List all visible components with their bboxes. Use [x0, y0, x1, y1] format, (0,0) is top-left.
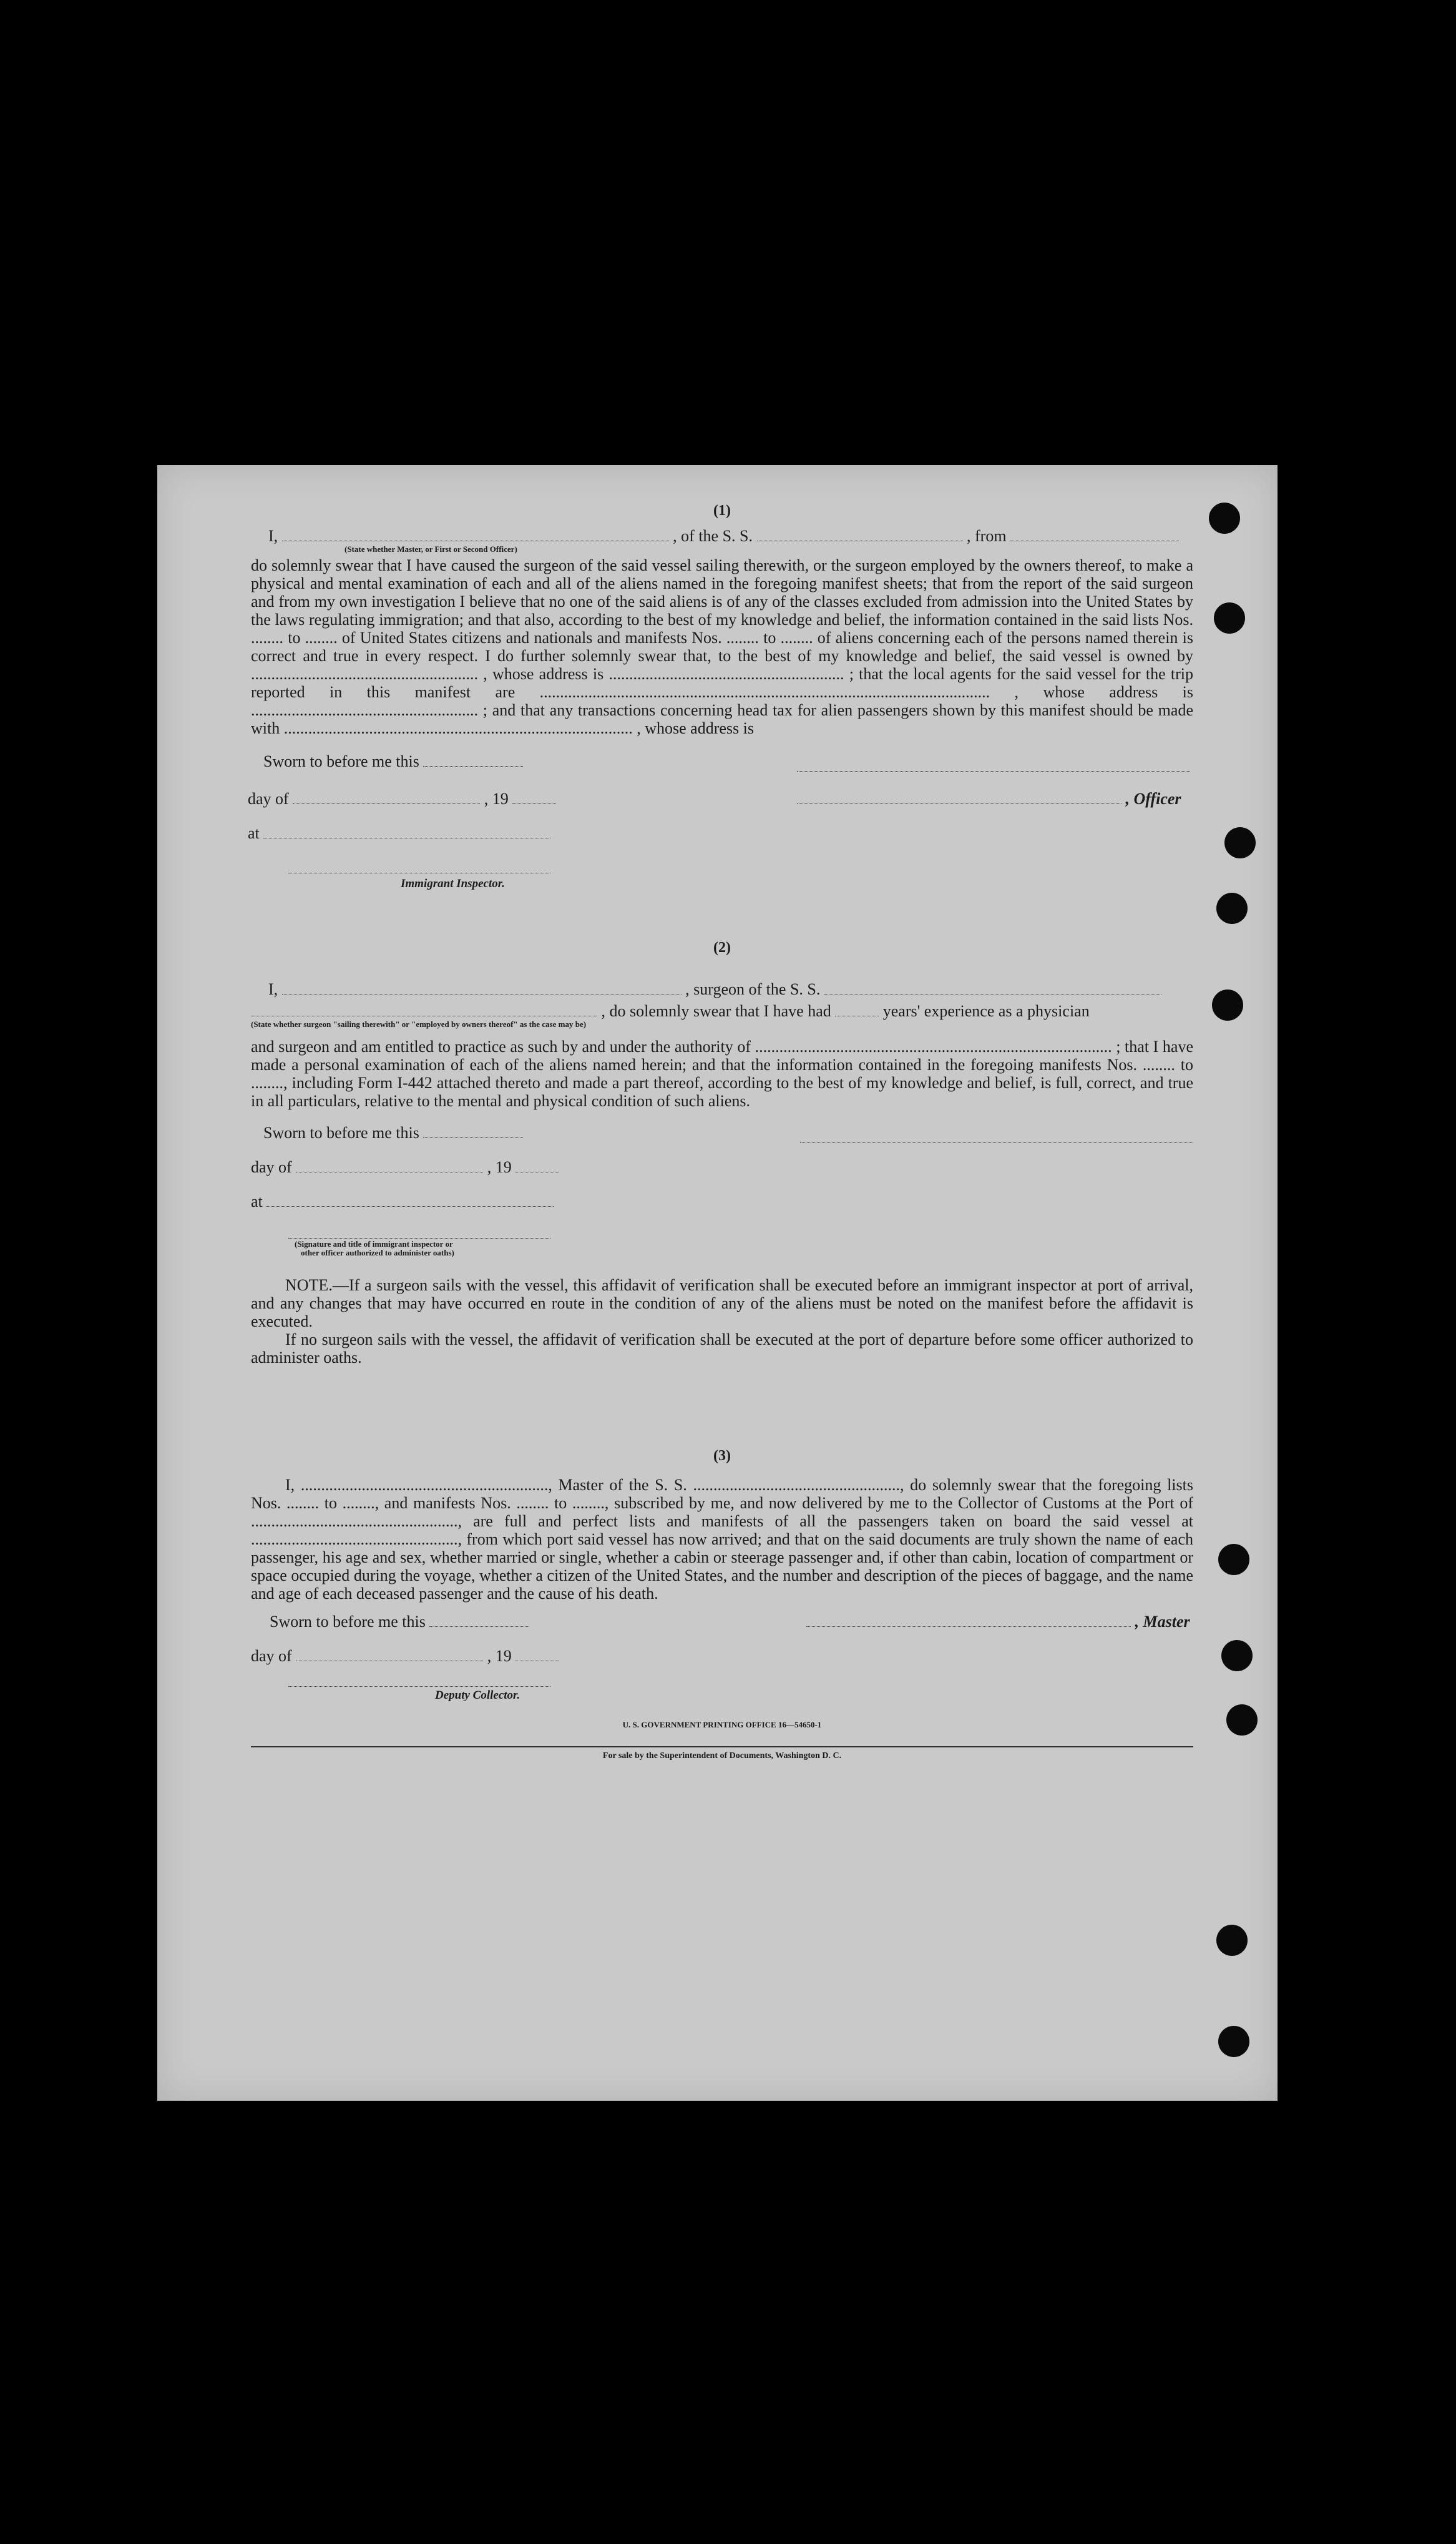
day-of-line: day of , 19 — [248, 790, 556, 808]
note2-paragraph: If no surgeon sails with the vessel, the affidavit of verification shall be executed at the port of departure before some officer authorized to administer oaths. — [251, 1330, 1193, 1367]
punch-hole — [1216, 893, 1248, 924]
section3-signature-block: Sworn to before me this , Master day of , 19 Deputy Collector. — [251, 1613, 1190, 1702]
note-paragraph: NOTE.—If a surgeon sails with the vessel, this affidavit of verification shall be executed before an immigrant inspector at port of arrival, and any changes that may have occurred en route in the condition of any of the aliens must be noted on the manifest before the affidavit is executed. — [251, 1276, 1193, 1330]
punch-hole — [1226, 1704, 1258, 1736]
punch-hole — [1212, 990, 1243, 1021]
section-number: (1) — [713, 503, 731, 519]
section3-body: I, ............................................................., Master of the S. S. ..................................................., do solemnly swear that the foregoing lists Nos. ........ to ........, and manifests Nos. ........ to ........, subscribed by me, and now delivered by me to the Collector of Customs at the Port of ..................................................., are full and perfect lists and manifests of all the passengers taken on board the said vessel at ..................................................., from which port said vessel has now arrived; and that on the said documents are truly shown the name of each passenger, his age and sex, whether married or single, whether a cabin or steerage passenger and, if other than cabin, location of compartment or space occupied during the voyage, whether a citizen of the United States, and the number and description of the pieces of baggage, and the name and age of each deceased passenger and the cause of his death. — [251, 1476, 1193, 1603]
officer-line — [251, 527, 1193, 545]
from-label: , from — [967, 527, 1007, 545]
section-number: (3) — [713, 1448, 731, 1464]
punch-hole — [1221, 1640, 1253, 1671]
section2-signature-block: Sworn to before me this day of , 19 at (Signature and title of immigrant inspector or other officer authorized to administer oaths) — [251, 1124, 1193, 1274]
from-port-line — [1010, 529, 1179, 541]
master-signature-line: , Master — [806, 1613, 1190, 1631]
pronoun: I, — [268, 527, 278, 545]
manifest-page — [157, 465, 1278, 2101]
deputy-caption: Deputy Collector. — [435, 1689, 520, 1702]
officer-note: (State whether Master, or First or Second Officer) — [344, 544, 517, 554]
surgeon-experience-line: , do solemnly swear that I have had years' experience as a physician — [251, 1002, 1193, 1020]
gpo-imprint: U. S. GOVERNMENT PRINTING OFFICE 16—54650-1 — [622, 1720, 822, 1729]
sig-caption: (Signature and title of immigrant inspector or other officer authorized to administer oaths) — [295, 1239, 454, 1257]
punch-hole — [1216, 1925, 1248, 1956]
footer-rule — [251, 1746, 1193, 1747]
ship-name-line — [757, 529, 963, 541]
at-line: at — [248, 824, 550, 842]
officer-title-line: , Officer — [797, 790, 1181, 808]
sale-imprint: For sale by the Superintendent of Documents, Washington D. C. — [602, 1751, 842, 1761]
inspector-caption: Immigrant Inspector. — [401, 877, 505, 890]
affidavit-document — [248, 503, 1193, 1761]
punch-hole — [1224, 827, 1256, 858]
surgeon-signature-line — [800, 1131, 1193, 1143]
section2-body: and surgeon and am entitled to practice as such by and under the authority of ........................................................................................ ; that I have made a personal examination of each of the aliens named herein; and that the information contained in the foregoing manifests Nos. ........ to ........, including Form I-442 attached thereto and made a part thereof, according to the best of my knowledge and belief, is full, correct, and true in all particulars, relative to the mental and physical condition of such aliens. — [251, 1038, 1193, 1110]
punch-hole — [1214, 602, 1245, 634]
punch-hole — [1218, 2026, 1249, 2057]
section1-signature-block — [248, 752, 1193, 908]
inspector-signature-line — [288, 862, 550, 873]
officer-signature-line — [797, 760, 1190, 772]
sworn-line: Sworn to before me this — [263, 752, 523, 770]
punch-hole — [1218, 1544, 1249, 1575]
officer-name-line — [282, 529, 669, 541]
section1-body: do solemnly swear that I have caused the surgeon of the said vessel sailing therewith, or the surgeon employed by the owners thereof, to make a physical and mental examination of each and all of the aliens named in the foregoing manifest sheets; that from the report of the said surgeon and from my own investigation I believe that no one of the said aliens is of any of the classes excluded from admission into the United States by the laws regulating immigration; and that also, according to the best of my knowledge and belief, the information contained in the said lists Nos. ........ to ........ of United States citizens and nationals and manifests Nos. ........ to ........ of aliens concerning each of the persons named therein is correct and true in every respect. I do further solemnly swear that, to the best of my knowledge and belief, the said vessel is owned by ........................................................ , whose address is .......................................................... ; that the local agents for the said vessel for the trip reported in this manifest are ............................................................................................................... , whose address is ........................................................ ; and that any transactions concerning head tax for alien passengers shown by this manifest should be made with ...................................................................................... , whose address is — [251, 556, 1193, 737]
surgeon-line: I, , surgeon of the S. S. — [251, 980, 1193, 998]
ship-label: , of the S. S. — [673, 527, 753, 545]
surgeon-note: (State whether surgeon "sailing therewith" or "employed by owners thereof" as the case may be) — [251, 1019, 587, 1029]
section-number: (2) — [713, 940, 731, 956]
punch-hole — [1209, 503, 1240, 534]
